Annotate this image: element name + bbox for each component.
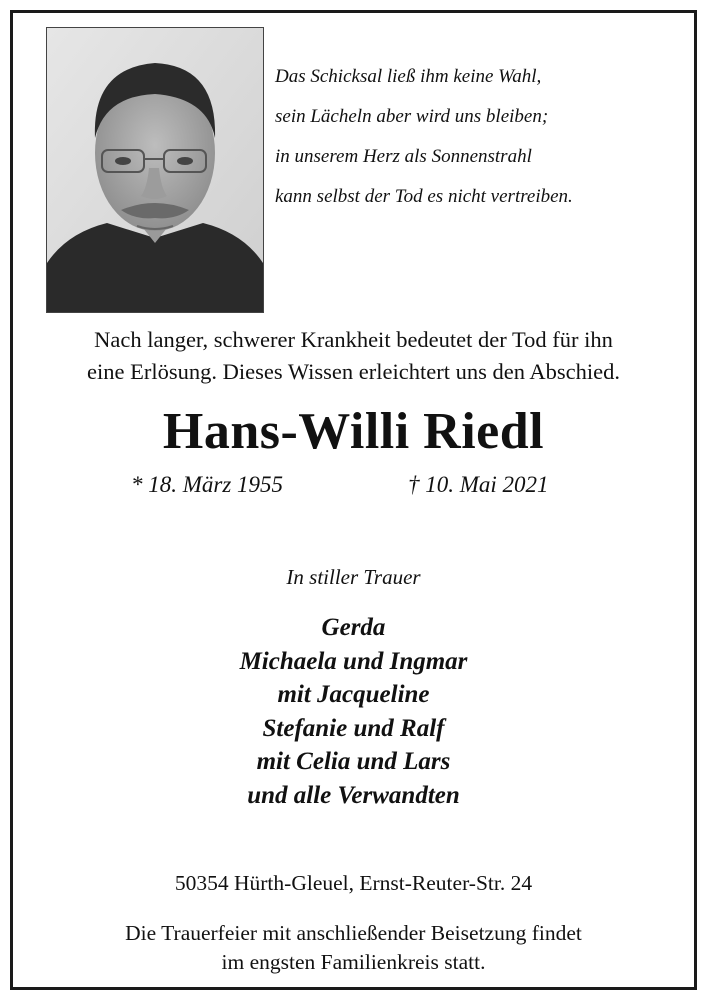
- ceremony-notice: [0, 919, 707, 977]
- family-line: mit Celia und Lars: [256, 748, 451, 775]
- deceased-name: Hans-Willi Riedl: [162, 403, 545, 460]
- intro-line: Nach langer, schwerer Krankheit bedeutet der Tod für ihn: [94, 327, 613, 352]
- poem-line: kann selbst der Tod es nicht vertreiben.: [275, 186, 573, 207]
- family-line: Gerda: [321, 614, 386, 641]
- poem-line: in unserem Herz als Sonnenstrahl: [275, 146, 532, 167]
- family-line: und alle Verwandten: [247, 781, 460, 809]
- mourning-label: In stiller Trauer: [286, 565, 421, 589]
- family-line: mit Jacqueline: [277, 681, 430, 708]
- ceremony-line: im engsten Familienkreis statt.: [221, 950, 486, 974]
- birth-date: * 18. März 1955: [131, 472, 284, 497]
- poem-line: sein Lächeln aber wird uns bleiben;: [275, 106, 549, 127]
- intro-line: eine Erlösung. Dieses Wissen erleichtert uns den Abschied.: [87, 359, 620, 384]
- family-list: [0, 611, 707, 812]
- portrait-photo: [46, 27, 264, 313]
- ceremony-line: Die Trauerfeier mit anschließender Beisetzung findet: [125, 921, 582, 945]
- poem-line: Das Schicksal ließ ihm keine Wahl,: [275, 66, 542, 87]
- family-line: Michaela und Ingmar: [239, 647, 468, 675]
- family-line: Stefanie und Ralf: [262, 714, 445, 742]
- intro-text: [0, 324, 707, 388]
- poem: [275, 57, 675, 217]
- death-date: † 10. Mai 2021: [408, 472, 549, 497]
- address: 50354 Hürth-Gleuel, Ernst-Reuter-Str. 24: [174, 871, 533, 895]
